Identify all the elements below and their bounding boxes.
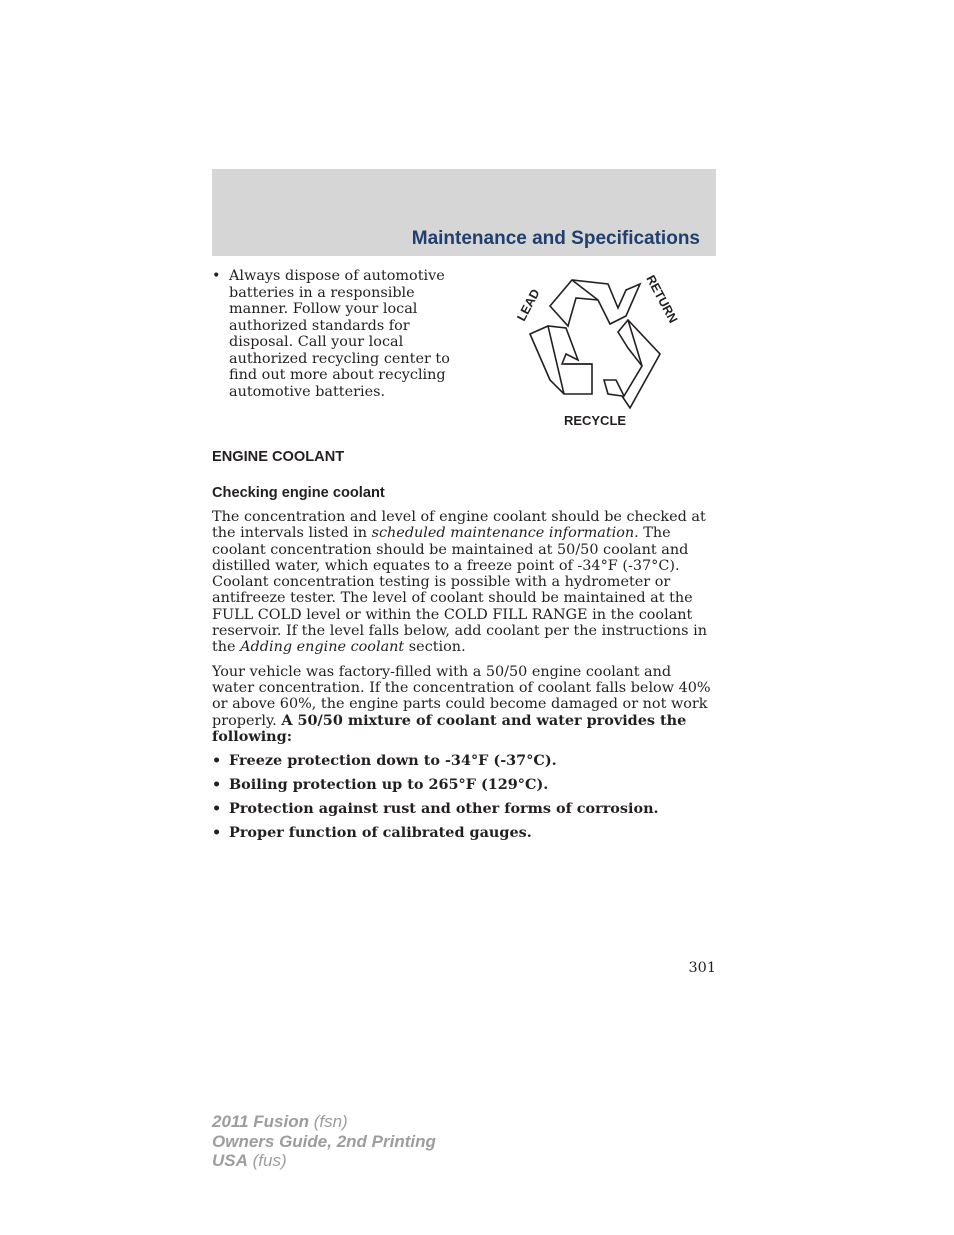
list-item xyxy=(212,777,716,793)
bullet-dot: • xyxy=(212,268,221,284)
paragraph-1-text-3: section. xyxy=(404,639,466,656)
bullet-dot: • xyxy=(212,776,222,794)
body-text xyxy=(212,509,716,849)
list-item-text: Boiling protection up to 265°F (129°C). xyxy=(229,776,549,794)
list-item xyxy=(212,825,716,841)
list-item-text: Freeze protection down to -34°F (-37°C). xyxy=(229,752,557,770)
footer-model-code: (fsn) xyxy=(309,1112,348,1131)
footer-line-3 xyxy=(212,1151,436,1171)
protection-list xyxy=(212,753,716,841)
footer-edition: Owners Guide, 2nd Printing xyxy=(212,1131,436,1151)
battery-recycle-icon xyxy=(500,268,700,434)
header-band xyxy=(212,169,716,256)
intro-bullet xyxy=(212,268,474,400)
paragraph-1-text: The concentration and level of engine coolant should be checked at the intervals listed in xyxy=(212,509,706,542)
footer-region: USA xyxy=(212,1151,248,1170)
sub-heading: Checking engine coolant xyxy=(212,485,385,501)
paragraph-1-text-2: The coolant concentration should be maintained at 50/50 coolant and distilled water, which equates to a freeze point of -34°F (-37°C). Coolant concentration testing is possible with a hydrometer or antifreeze tester. The level of coolant should be maintained at the FULL COLD level or within the COLD FILL RANGE in the coolant reservoir. If the level falls below, add coolant per the instructions in the xyxy=(212,525,707,656)
page-number: 301 xyxy=(688,960,716,976)
list-item xyxy=(212,801,716,817)
intro-text: Always dispose of automotive batteries in a responsible manner. Follow your local authorized standards for disposal. Call your local authorized recycling center to find out more about recycling automotive batteries. xyxy=(229,268,450,400)
footer-line-1 xyxy=(212,1112,436,1132)
paragraph-2-bold: A 50/50 mixture of coolant and water provides the following: xyxy=(212,711,687,745)
bullet-dot: • xyxy=(212,800,222,818)
scheduled-maintenance-reference: scheduled maintenance information. xyxy=(371,525,639,542)
bullet-dot: • xyxy=(212,752,222,770)
label-return: RETURN xyxy=(643,272,681,326)
list-item xyxy=(212,753,716,769)
paragraph-2 xyxy=(212,664,716,745)
footer-model: 2011 Fusion xyxy=(212,1112,309,1131)
footer-region-code: (fus) xyxy=(247,1151,287,1170)
page-title: Maintenance and Specifications xyxy=(411,228,700,249)
footer-line-2 xyxy=(212,1132,436,1152)
adding-coolant-reference: Adding engine coolant xyxy=(240,639,405,656)
footer xyxy=(212,1112,436,1171)
label-recycle: RECYCLE xyxy=(563,413,627,428)
section-heading: ENGINE COOLANT xyxy=(212,449,345,465)
recycle-arrow-top xyxy=(550,280,640,326)
label-lead: LEAD xyxy=(514,286,543,324)
paragraph-1 xyxy=(212,509,716,656)
bullet-dot: • xyxy=(212,824,222,842)
paragraph-2-text: Your vehicle was factory-filled with a 50/50 engine coolant and water concentration. If the concentration of coolant falls below 40% or above 60%, the engine parts could become damaged or not work properly. xyxy=(212,663,711,729)
list-item-text: Proper function of calibrated gauges. xyxy=(229,824,532,842)
list-item-text: Protection against rust and other forms of corrosion. xyxy=(229,800,659,818)
